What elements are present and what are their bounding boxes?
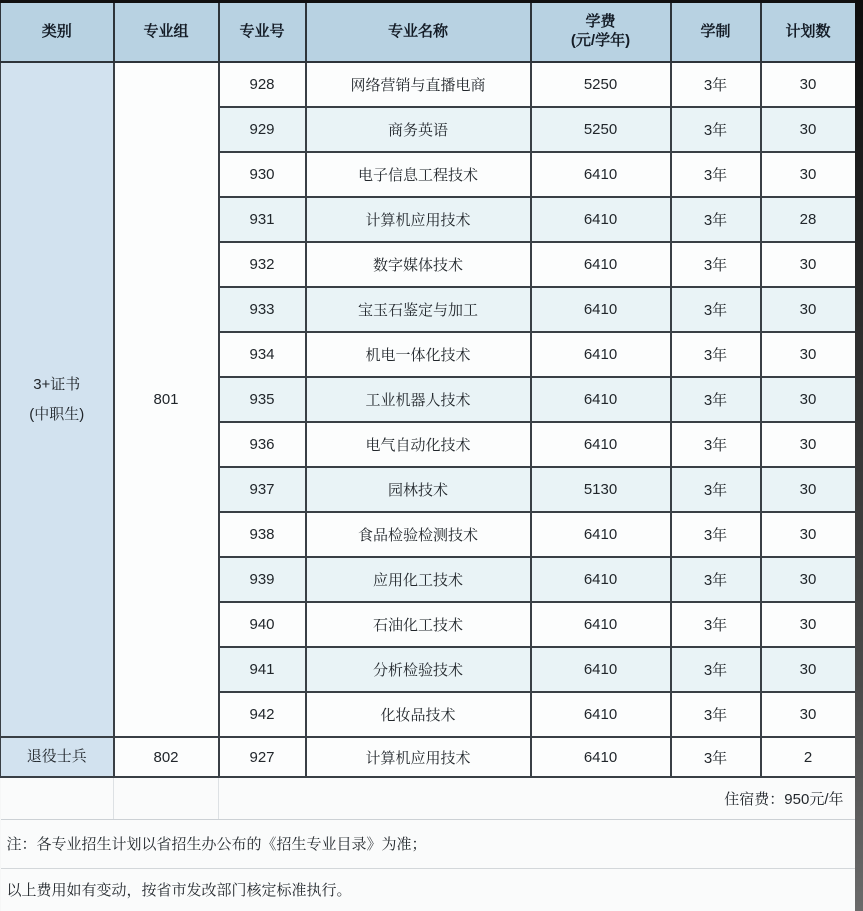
photo-right-edge xyxy=(855,0,863,911)
cell-duration: 3年 xyxy=(671,152,761,197)
cell-duration: 3年 xyxy=(671,467,761,512)
enrollment-plan-table xyxy=(0,3,857,911)
cell-major-code: 932 xyxy=(219,242,306,287)
note-line-1: 注：各专业招生计划以省招生办公布的《招生专业目录》为准； xyxy=(1,819,856,868)
accommodation-fee-text: 住宿费：950元/年 xyxy=(219,777,856,819)
photo-top-edge xyxy=(0,0,863,3)
cell-duration: 3年 xyxy=(671,107,761,152)
cell-plan-count: 30 xyxy=(761,557,856,602)
cell-major-code: 927 xyxy=(219,737,306,777)
cell-plan-count: 30 xyxy=(761,377,856,422)
cell-major-name: 商务英语 xyxy=(306,107,531,152)
cell-duration: 3年 xyxy=(671,242,761,287)
fee-row-empty-cell xyxy=(1,777,114,819)
cell-plan-count: 30 xyxy=(761,422,856,467)
cell-duration: 3年 xyxy=(671,62,761,107)
cell-major-code: 928 xyxy=(219,62,306,107)
cell-plan-count: 30 xyxy=(761,332,856,377)
cell-duration: 3年 xyxy=(671,377,761,422)
cell-tuition: 6410 xyxy=(531,557,671,602)
cell-major-code: 941 xyxy=(219,647,306,692)
cell-major-name: 计算机应用技术 xyxy=(306,737,531,777)
cell-tuition: 6410 xyxy=(531,152,671,197)
cell-tuition: 5250 xyxy=(531,107,671,152)
header-tuition-line1: 学费 xyxy=(585,13,616,31)
cell-tuition: 6410 xyxy=(531,737,671,777)
group-code-cell: 802 xyxy=(114,737,219,777)
cell-tuition: 6410 xyxy=(531,602,671,647)
cell-tuition: 6410 xyxy=(531,332,671,377)
cell-duration: 3年 xyxy=(671,737,761,777)
cell-tuition: 6410 xyxy=(531,197,671,242)
cell-major-code: 935 xyxy=(219,377,306,422)
cell-plan-count: 30 xyxy=(761,62,856,107)
cell-major-name: 工业机器人技术 xyxy=(306,377,531,422)
cell-duration: 3年 xyxy=(671,602,761,647)
cell-tuition: 6410 xyxy=(531,377,671,422)
veteran-row xyxy=(1,737,856,777)
cell-duration: 3年 xyxy=(671,197,761,242)
cell-plan-count: 28 xyxy=(761,197,856,242)
header-group: 专业组 xyxy=(114,3,219,62)
cell-plan-count: 30 xyxy=(761,512,856,557)
note-row xyxy=(1,819,856,868)
group-code-cell: 801 xyxy=(114,62,219,737)
cell-major-name: 宝玉石鉴定与加工 xyxy=(306,287,531,332)
cell-tuition: 6410 xyxy=(531,692,671,737)
header-duration: 学制 xyxy=(671,3,761,62)
cell-major-name: 石油化工技术 xyxy=(306,602,531,647)
cell-tuition: 5130 xyxy=(531,467,671,512)
cell-major-name: 网络营销与直播电商 xyxy=(306,62,531,107)
cell-tuition: 6410 xyxy=(531,242,671,287)
accommodation-fee-row xyxy=(1,777,856,819)
cell-tuition: 6410 xyxy=(531,512,671,557)
note-line-2: 以上费用如有变动，按省市发改部门核定标准执行。 xyxy=(1,868,856,911)
cell-major-code: 937 xyxy=(219,467,306,512)
header-major-name: 专业名称 xyxy=(306,3,531,62)
cell-major-name: 电子信息工程技术 xyxy=(306,152,531,197)
cell-major-name: 食品检验检测技术 xyxy=(306,512,531,557)
cell-plan-count: 30 xyxy=(761,107,856,152)
cell-plan-count: 2 xyxy=(761,737,856,777)
cell-major-name: 应用化工技术 xyxy=(306,557,531,602)
table-row xyxy=(1,62,856,107)
cell-duration: 3年 xyxy=(671,692,761,737)
table-header-row xyxy=(1,3,856,62)
cell-plan-count: 30 xyxy=(761,467,856,512)
cell-major-code: 929 xyxy=(219,107,306,152)
cell-duration: 3年 xyxy=(671,512,761,557)
cell-tuition: 6410 xyxy=(531,287,671,332)
cell-major-code: 934 xyxy=(219,332,306,377)
cell-major-name: 化妆品技术 xyxy=(306,692,531,737)
category-cell-cert xyxy=(1,62,114,737)
cell-major-name: 园林技术 xyxy=(306,467,531,512)
cell-major-code: 931 xyxy=(219,197,306,242)
cell-major-code: 939 xyxy=(219,557,306,602)
cell-plan-count: 30 xyxy=(761,287,856,332)
cell-major-code: 933 xyxy=(219,287,306,332)
cell-tuition: 6410 xyxy=(531,647,671,692)
category-cell-veteran: 退役士兵 xyxy=(1,737,114,777)
cell-duration: 3年 xyxy=(671,332,761,377)
cell-plan-count: 30 xyxy=(761,152,856,197)
cell-tuition: 5250 xyxy=(531,62,671,107)
cell-tuition: 6410 xyxy=(531,422,671,467)
header-major-code: 专业号 xyxy=(219,3,306,62)
cell-major-code: 938 xyxy=(219,512,306,557)
cell-duration: 3年 xyxy=(671,287,761,332)
fee-row-empty-cell xyxy=(114,777,219,819)
category-line1: 3+证书 xyxy=(33,375,81,393)
category-line2: (中职生) xyxy=(29,405,85,423)
cell-plan-count: 30 xyxy=(761,242,856,287)
cell-plan-count: 30 xyxy=(761,602,856,647)
cell-major-code: 930 xyxy=(219,152,306,197)
header-category: 类别 xyxy=(1,3,114,62)
cell-plan-count: 30 xyxy=(761,692,856,737)
cell-major-name: 数字媒体技术 xyxy=(306,242,531,287)
cell-major-name: 分析检验技术 xyxy=(306,647,531,692)
header-tuition xyxy=(531,3,671,62)
cell-major-code: 940 xyxy=(219,602,306,647)
cell-major-name: 机电一体化技术 xyxy=(306,332,531,377)
cell-plan-count: 30 xyxy=(761,647,856,692)
note-row xyxy=(1,868,856,911)
cell-duration: 3年 xyxy=(671,647,761,692)
cell-major-name: 计算机应用技术 xyxy=(306,197,531,242)
cell-major-code: 936 xyxy=(219,422,306,467)
cell-major-code: 942 xyxy=(219,692,306,737)
header-plan-count: 计划数 xyxy=(761,3,856,62)
cell-duration: 3年 xyxy=(671,422,761,467)
cell-major-name: 电气自动化技术 xyxy=(306,422,531,467)
cell-duration: 3年 xyxy=(671,557,761,602)
header-tuition-line2: (元/学年) xyxy=(570,32,631,49)
